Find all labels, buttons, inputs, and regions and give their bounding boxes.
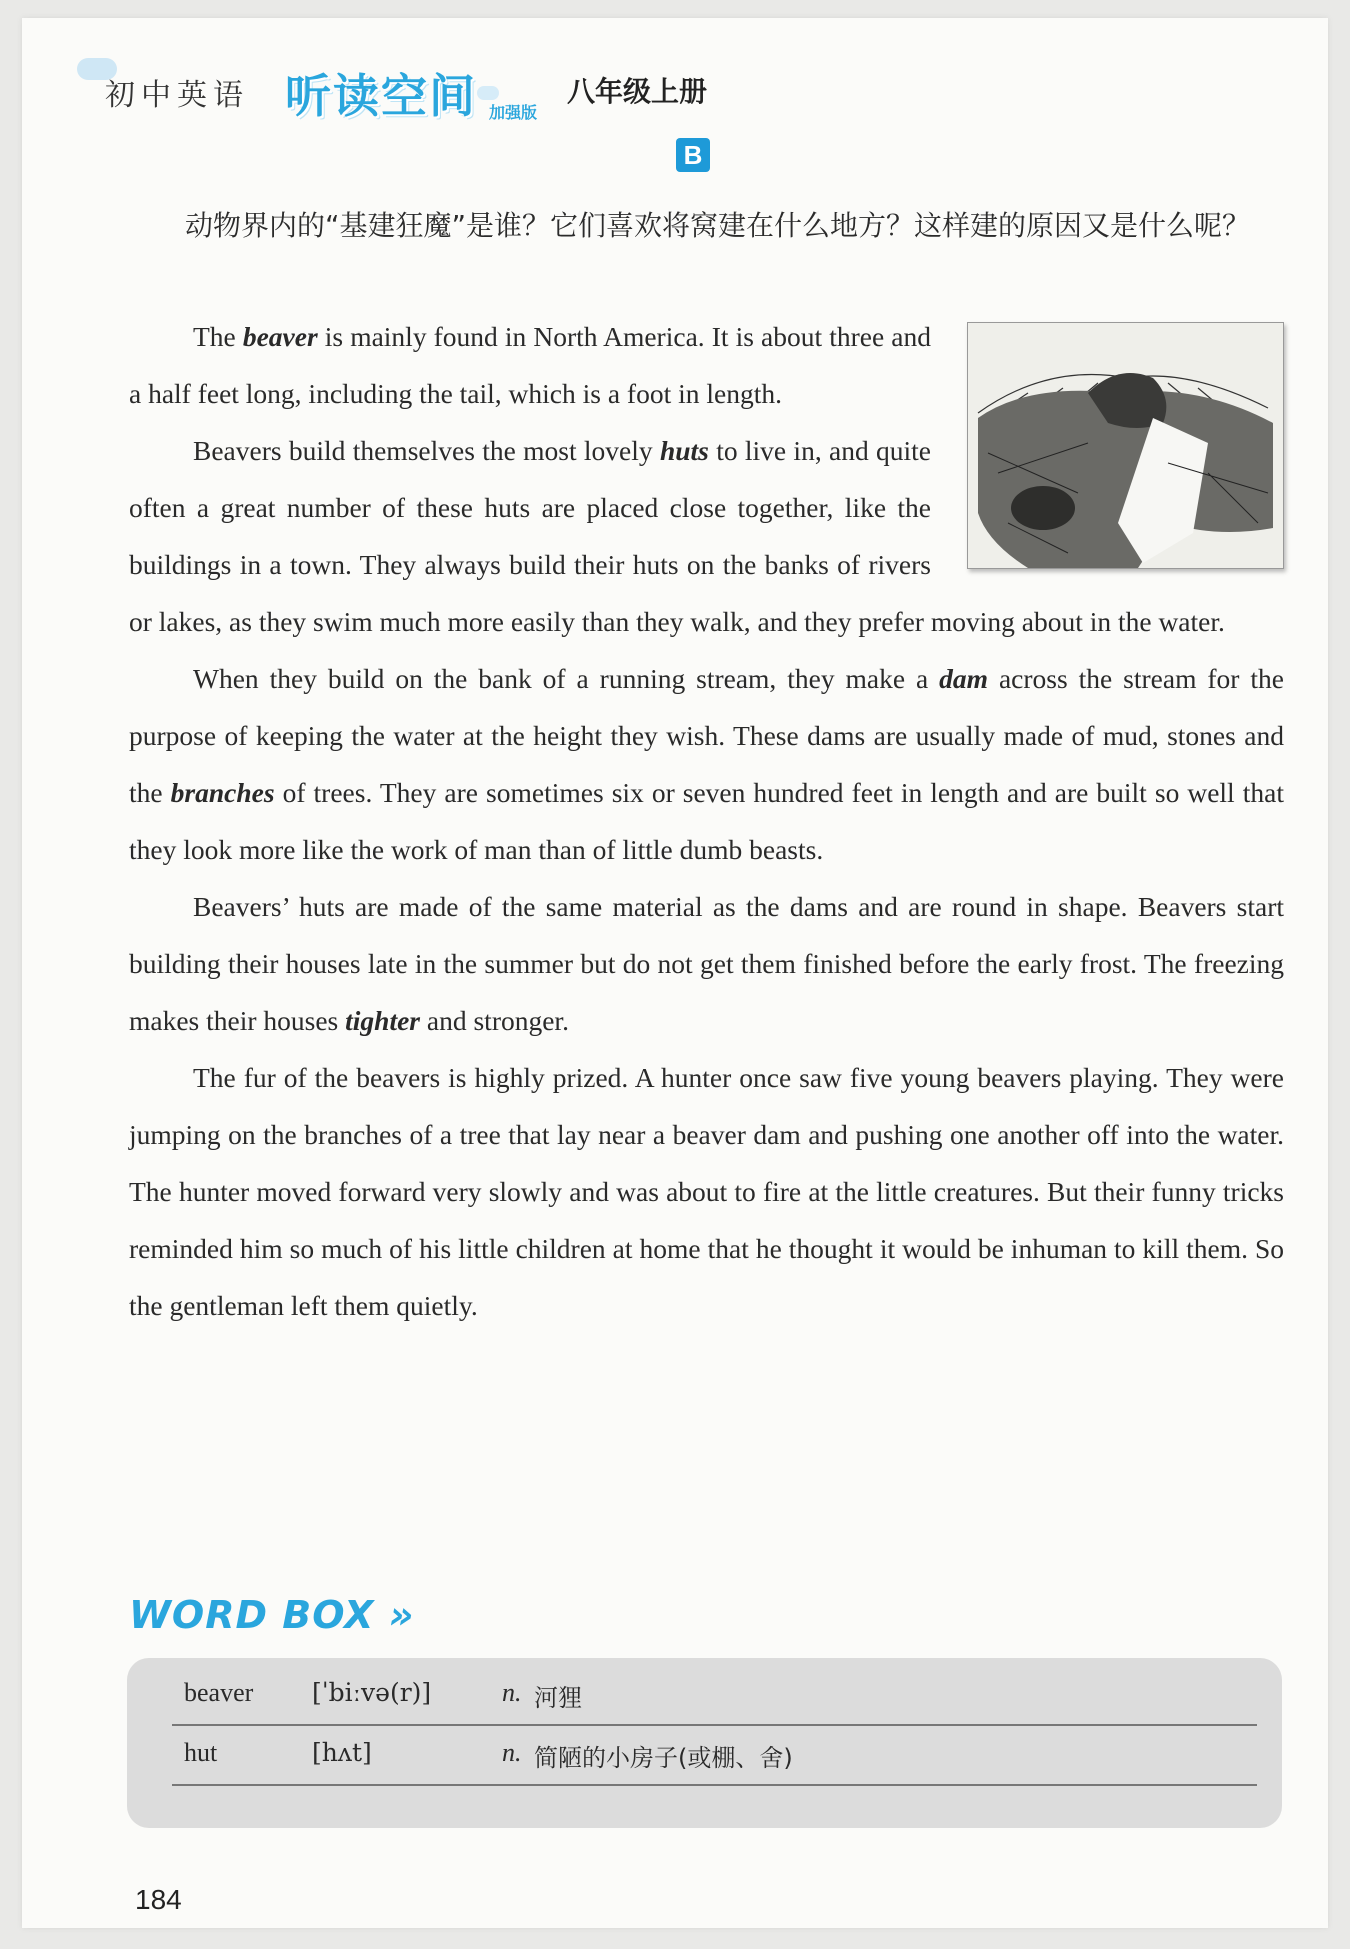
page [22, 18, 1328, 1928]
word-entry [172, 1666, 1257, 1726]
grade-label: 八年级上册 [567, 75, 708, 108]
paragraph-1: The beaver is mainly found in North America. It is about three and a half feet long, including the tail, which is a foot in length. [129, 321, 931, 409]
paragraph-3: When they build on the bank of a running stream, they make a dam across the stream for the purpose of keeping the water at the height they wish. These dams are usually made of mud, stones and the branches of trees. They are sometimes six or seven hundred feet in length and are built so well that they look more like the work of man than of little dumb beasts. [129, 663, 1284, 865]
keyword-beaver: beaver [242, 321, 318, 352]
entry-pos: n. [502, 1678, 522, 1707]
entry-pos: n. [502, 1738, 522, 1767]
section-badge: B [676, 138, 710, 172]
entry-word: hut [184, 1738, 218, 1767]
entry-definition: 河狸 [534, 1684, 582, 1712]
paragraph-4: Beavers’ huts are made of the same material as the dams and are round in shape. Beavers start building their houses late in the summer but do not get them finished before the early frost. The freezing makes their houses tighter and stronger. [129, 891, 1284, 1036]
series-logo: 听读空间 [285, 69, 477, 123]
paragraph-2: Beavers build themselves the most lovely huts to live in, and quite often a great number of these huts are placed close together, like the buildings in a town. They always build their huts on the banks of rivers or lakes, as they swim much more easily than they walk, and they prefer moving about in the water. [129, 435, 1225, 637]
keyword-tighter: tighter [345, 1005, 421, 1036]
word-entry [172, 1726, 1257, 1786]
entry-phonetic: [ˈbiːvə(r)] [312, 1678, 432, 1707]
word-box [127, 1658, 1282, 1828]
word-box-title: WORD BOX » [129, 1593, 415, 1637]
page-number: 184 [135, 1884, 182, 1915]
entry-word: beaver [184, 1678, 254, 1707]
series-title: 初中英语 [105, 78, 249, 113]
intro-question: 动物界内的“基建狂魔”是谁？它们喜欢将窝建在什么地方？这样建的原因又是什么呢？ [185, 209, 1251, 242]
entry-phonetic: [hʌt] [312, 1738, 372, 1767]
beaver-engraving-image [968, 323, 1283, 568]
beaver-illustration [967, 322, 1284, 569]
keyword-branches: branches [170, 777, 275, 808]
keyword-dam: dam [939, 663, 989, 694]
keyword-huts: huts [659, 435, 709, 466]
reading-passage [129, 308, 1284, 1334]
page-header [77, 48, 777, 128]
paragraph-5: The fur of the beavers is highly prized. A hunter once saw five young beavers playing. They were jumping on the branches of a tree that lay near a beaver dam and pushing one another off into the water. The hunter moved forward very slowly and was about to fire at the little creatures. But their funny tricks reminded him so much of his little children at home that he thought it would be inhuman to kill them. So the gentleman left them quietly. [129, 1062, 1284, 1321]
cloud-decoration [477, 86, 499, 100]
series-logo-sub: 加强版 [489, 103, 538, 122]
entry-definition: 简陋的小房子(或棚、舍) [534, 1744, 793, 1772]
